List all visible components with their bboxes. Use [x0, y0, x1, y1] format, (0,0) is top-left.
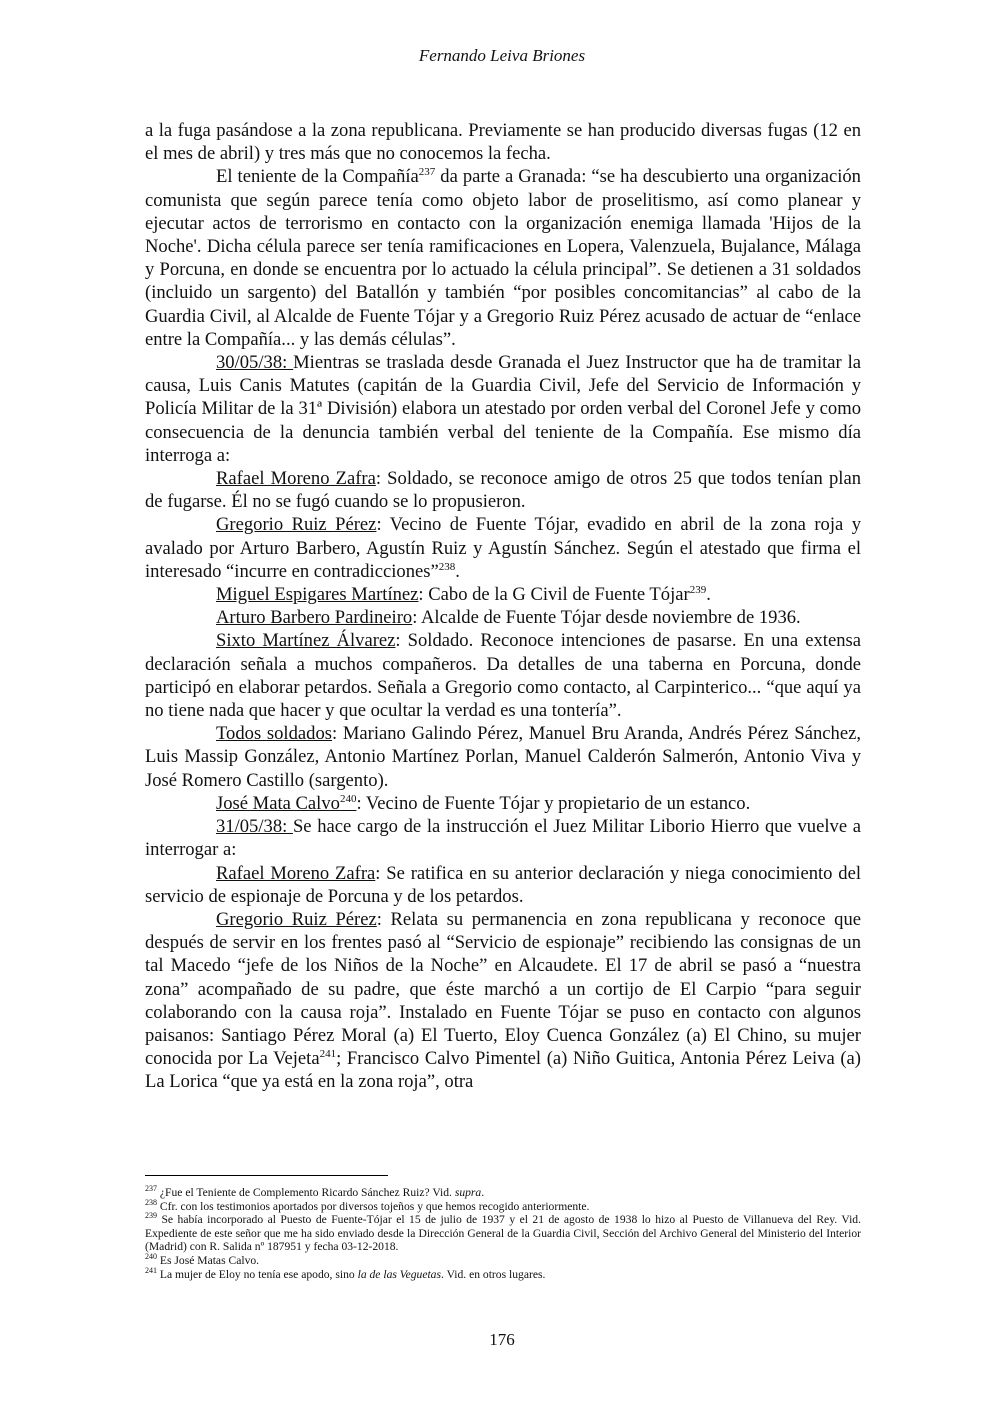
person-name: Miguel Espigares Martínez	[216, 584, 419, 606]
paragraph-text: Mientras se traslada desde Granada el Juez Instructor que ha de tramitar la causa, Luis Canis Matutes (capitán de la Guardia Civil, Jefe del Servicio de Información y Policía Militar de la 31ª División) elabora un atestado por orden verbal del Coronel Jefe y como consecuencia de la denuncia también verbal del teniente de la Compañía. Ese mismo día interroga a:	[145, 352, 861, 466]
paragraph-text: : Cabo de la G Civil de Fuente Tójar	[418, 584, 690, 606]
running-header: Fernando Leiva Briones	[418, 46, 586, 65]
entry-date: 30/05/38:	[216, 352, 294, 374]
footnote-ref[interactable]: 240	[339, 792, 357, 805]
paragraph-text: .	[706, 584, 711, 606]
paragraph-text: ; Francisco Calvo Pimentel (a) Niño Guitica, Antonia Pérez Leiva (a) La Lorica “que ya está en la zona roja”, otra	[145, 1048, 861, 1093]
paragraph-text: a la fuga pasándose a la zona republicana. Previamente se han producido diversas fugas (12 en el mes de abril) y tres más que no conocemos la fecha.	[145, 120, 861, 165]
person-name	[216, 793, 356, 814]
footnote-number: 239	[145, 1211, 157, 1221]
paragraph-text: : Alcalde de Fuente Tójar desde noviembre de 1936.	[412, 607, 801, 629]
paragraph	[145, 351, 861, 467]
footnote-text: Es José Matas Calvo.	[157, 1253, 260, 1267]
paragraph-text: : Soldado. Reconoce intenciones de pasarse. En una extensa declaración señala a muchos compañeros. Da detalles de una taberna en Porcuna, donde participó en elaborar petardos. Señala a Gregorio como contacto, al Carpinterico... “que aquí ya no tiene nada que hacer y que ocultar la verdad es una tontería”.	[145, 630, 861, 722]
footnote-text: Cfr. con los testimonios aportados por diversos tojeños y que hemos recogido anteriormente.	[157, 1199, 590, 1213]
person-name: Gregorio Ruiz Pérez	[216, 514, 377, 536]
paragraph-text: : Soldado, se reconoce amigo de otros 25 que todos tenían plan de fugarse. Él no se fugó cuando se lo propusieron.	[145, 468, 861, 513]
footnote-ref[interactable]: 238	[438, 560, 456, 573]
entry-date: 31/05/38:	[216, 816, 293, 838]
paragraph	[145, 629, 861, 722]
paragraph	[145, 606, 861, 629]
person-name: Rafael Moreno Zafra	[216, 468, 376, 490]
paragraph-text: El teniente de la Compañía	[216, 166, 419, 188]
paragraph-text: .	[455, 560, 460, 582]
paragraph-text: da parte a Granada: “se ha descubierto una organización comunista que según parece tenía como objeto labor de proselitismo, así como planear y ejecutar actos de terrorismo en contacto con la organización enemiga llamada 'Hijos de la Noche'. Dicha célula parece ser tenía ramificaciones en Lopera, Valenzuela, Bujalance, Málaga y Porcuna, en donde se encuentra por lo actuado la célula principal”. Se detienen a 31 soldados (incluido un sargento) del Batallón y también “por posibles concomitancias” al cabo de la Guardia Civil, al Alcalde de Fuente Tójar y a Gregorio Ruiz Pérez acusado de actuar de “enlace entre la Compañía... y las demás células”.	[145, 166, 861, 350]
paragraph-text: : Mariano Galindo Pérez, Manuel Bru Aranda, Andrés Pérez Sánchez, Luis Massip González, Antonio Martínez Porlan, Manuel Calderón Salmerón, Antonio Viva y José Romero Castillo (sargento).	[145, 723, 861, 791]
footnote-ref[interactable]: 237	[418, 166, 436, 179]
person-name: Sixto Martínez Álvarez	[216, 630, 396, 652]
footnote	[145, 1213, 861, 1254]
paragraph	[145, 165, 861, 351]
person-name: Rafael Moreno Zafra	[216, 862, 376, 884]
footnote	[145, 1265, 861, 1282]
footnote-text: .	[481, 1186, 485, 1199]
body-text	[145, 119, 861, 1094]
paragraph-text: : Se ratifica en su anterior declaración y niega conocimiento del servicio de espionaje de Porcuna y de los petardos.	[145, 862, 861, 907]
footnote	[145, 1254, 861, 1268]
paragraph-text: Se hace cargo de la instrucción el Juez Militar Liborio Hierro que vuelve a interrogar a:	[145, 816, 861, 861]
footnote-ref[interactable]: 241	[319, 1047, 337, 1060]
paragraph	[145, 119, 861, 165]
person-name: Gregorio Ruiz Pérez	[216, 908, 377, 930]
person-name: Todos soldados	[216, 723, 332, 745]
footnote-text: . Vid. en otros lugares.	[441, 1267, 546, 1281]
paragraph	[145, 513, 861, 583]
paragraph	[145, 862, 861, 908]
footnote-number: 237	[145, 1184, 157, 1194]
footnote-divider	[145, 1175, 388, 1176]
footnote-text: Se había incorporado al Puesto de Fuente-Tójar el 15 de julio de 1937 y el 21 de agosto de 1938 lo hizo al Puesto de Villanueva del Rey. Vid. Expediente de este señor que me ha sido enviado desde la Dirección General de la Guardia Civil, Sección del Archivo General del Ministerio del Interior (Madrid) con R. Salida nº 187951 y fecha 03-12-2018.	[145, 1213, 861, 1254]
footnote-number: 240	[145, 1252, 157, 1262]
paragraph	[145, 815, 861, 861]
person-name-text: José Mata Calvo	[216, 792, 340, 814]
paragraph-text: : Vecino de Fuente Tójar, evadido en abril de la zona roja y avalado por Arturo Barbero, Agustín Ruiz y Agustín Sánchez. Según el atestado que firma el interesado “incurre en contradicciones”	[145, 514, 861, 582]
footnote-number: 238	[145, 1197, 157, 1207]
paragraph	[145, 722, 861, 792]
footnote-ref[interactable]: 239	[689, 583, 707, 596]
footnotes	[145, 1186, 861, 1281]
paragraph-text: : Relata su permanencia en zona republicana y reconoce que después de servir en los frentes pasó al “Servicio de espionaje” recibiendo las consignas de un tal Macedo “jefe de los Niños de la Noche” en Alcaudete. El 17 de abril se pasó a “nuestra zona” acompañado de su padre, que éste marchó a un cortijo de El Carpio “para seguir colaborando con la causa roja”. Instalado en Fuente Tójar se puso en contacto con algunos paisanos: Santiago Pérez Moral (a) El Tuerto, Eloy Cuenca González (a) El Chino, su mujer conocida por La Vejeta	[145, 908, 861, 1070]
person-name: Arturo Barbero Pardineiro	[216, 607, 413, 629]
footnote	[145, 1186, 861, 1200]
paragraph	[145, 467, 861, 513]
footnote	[145, 1197, 861, 1214]
footnote-number: 241	[145, 1265, 157, 1275]
page-number: 176	[489, 1330, 515, 1349]
paragraph	[145, 908, 861, 1094]
footnote-text: supra	[454, 1186, 482, 1199]
footnote-text: La mujer de Eloy no tenía ese apodo, sino	[157, 1267, 358, 1281]
paragraph	[145, 583, 861, 606]
footnote-text: la de las Veguetas	[357, 1267, 441, 1281]
footnote-text: ¿Fue el Teniente de Complemento Ricardo Sánchez Ruiz? Vid.	[157, 1186, 455, 1199]
paragraph-text: : Vecino de Fuente Tójar y propietario de un estanco.	[356, 792, 751, 814]
paragraph	[145, 792, 861, 815]
